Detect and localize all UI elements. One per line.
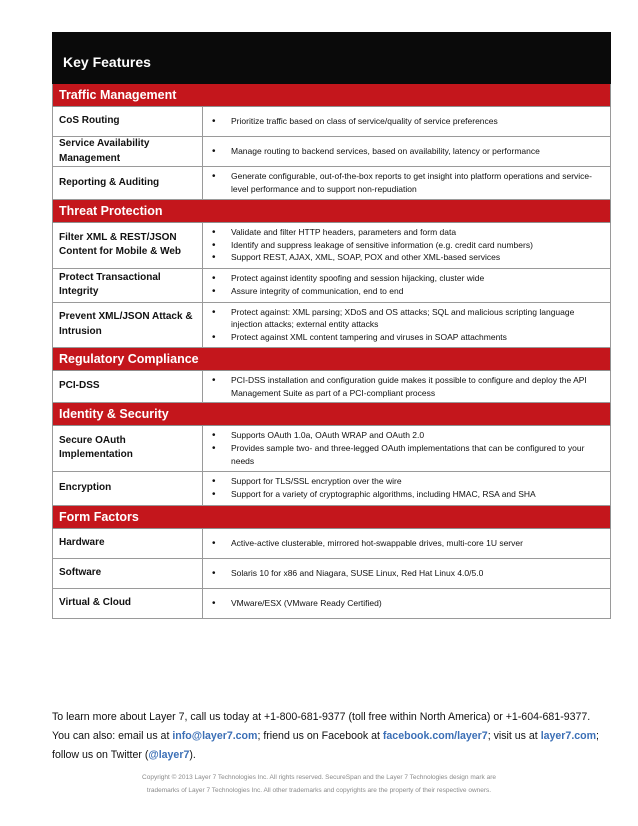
feature-description: [203, 426, 611, 471]
feature-row: [53, 471, 611, 505]
feature-row: [53, 137, 611, 167]
feature-name: Secure OAuth Implementation: [53, 426, 203, 471]
feature-bullet-list: [209, 374, 604, 400]
section-header-row: [53, 347, 611, 370]
feature-bullet-list: [209, 115, 604, 128]
feature-description: [203, 137, 611, 167]
feature-bullet: • Support for TLS/SSL encryption over the wire: [209, 475, 604, 488]
section-header-row: [53, 505, 611, 528]
section-header-row: [53, 84, 611, 107]
feature-row: [53, 107, 611, 137]
copyright-line: Copyright © 2013 Layer 7 Technologies Inc. All rights reserved. SecureSpan and the Layer 7 Technologies design mark are: [142, 774, 496, 781]
feature-bullet-list: [209, 567, 604, 580]
feature-name: Encryption: [53, 471, 203, 505]
feature-description: [203, 268, 611, 302]
feature-name: Filter XML & REST/JSON Content for Mobile & Web: [53, 222, 203, 268]
section-heading: Threat Protection: [53, 199, 611, 222]
key-features-table: [52, 32, 611, 619]
feature-description: [203, 471, 611, 505]
feature-description: [203, 558, 611, 588]
feature-bullet: • Identify and suppress leakage of sensitive information (e.g. credit card numbers): [209, 239, 604, 252]
feature-row: [53, 588, 611, 618]
table-title: Key Features: [53, 33, 611, 84]
feature-name: Reporting & Auditing: [53, 167, 203, 200]
feature-name: Protect Transactional Integrity: [53, 268, 203, 302]
feature-bullet-list: [209, 272, 604, 298]
feature-row: [53, 370, 611, 403]
feature-bullet: • Generate configurable, out-of-the-box reports to get insight into platform operations and service-level performance and to support non-repudiation: [209, 170, 604, 196]
feature-bullet: • Support for a variety of cryptographic algorithms, including HMAC, RSA and SHA: [209, 488, 604, 501]
section-heading: Form Factors: [53, 505, 611, 528]
section-heading: Identity & Security: [53, 403, 611, 426]
feature-name: Software: [53, 558, 203, 588]
facebook-link[interactable]: facebook.com/layer7: [382, 730, 488, 742]
feature-bullet-list: [209, 429, 604, 467]
contact-footer: [52, 708, 622, 765]
feature-row: [53, 558, 611, 588]
feature-description: [203, 167, 611, 200]
contact-line-twitter: follow us on Twitter (@layer7).: [52, 749, 196, 761]
section-header-row: [53, 199, 611, 222]
feature-row: [53, 426, 611, 471]
feature-bullet: • Provides sample two- and three-legged OAuth implementations that can be configured to your needs: [209, 442, 604, 468]
section-heading: Regulatory Compliance: [53, 347, 611, 370]
feature-name: CoS Routing: [53, 107, 203, 137]
feature-name: Service Availability Management: [53, 137, 203, 167]
feature-description: [203, 370, 611, 403]
feature-bullet: • Prioritize traffic based on class of service/quality of service preferences: [209, 115, 604, 128]
feature-bullet-list: [209, 597, 604, 610]
feature-name: Hardware: [53, 528, 203, 558]
feature-description: [203, 528, 611, 558]
feature-bullet-list: [209, 145, 604, 158]
feature-name: Virtual & Cloud: [53, 588, 203, 618]
twitter-link[interactable]: @layer7: [148, 749, 190, 761]
feature-bullet-list: [209, 226, 604, 264]
feature-name: Prevent XML/JSON Attack & Intrusion: [53, 302, 203, 347]
trademark-line: trademarks of Layer 7 Technologies Inc. All other trademarks and copyrights are the property of their respective owners.: [146, 787, 492, 794]
feature-bullet: • Active-active clusterable, mirrored hot-swappable drives, multi-core 1U server: [209, 537, 604, 550]
feature-bullet: • Assure integrity of communication, end to end: [209, 285, 604, 298]
feature-description: [203, 107, 611, 137]
feature-row: [53, 528, 611, 558]
feature-row: [53, 222, 611, 268]
feature-bullet-list: [209, 170, 604, 196]
feature-bullet: • Validate and filter HTTP headers, parameters and form data: [209, 226, 604, 239]
feature-bullet-list: [209, 475, 604, 501]
section-header-row: [53, 403, 611, 426]
feature-bullet: • Protect against XML content tampering and viruses in SOAP attachments: [209, 331, 604, 344]
copyright-notice: [0, 771, 638, 797]
feature-bullet-list: [209, 306, 604, 344]
feature-description: [203, 302, 611, 347]
feature-bullet: • Protect against identity spoofing and session hijacking, cluster wide: [209, 272, 604, 285]
feature-bullet: • Supports OAuth 1.0a, OAuth WRAP and OAuth 2.0: [209, 429, 604, 442]
contact-line-online: You can also: email us at info@layer7.com; friend us on Facebook at facebook.com/layer7; visit us at layer7.com;: [52, 730, 599, 742]
feature-description: [203, 588, 611, 618]
email-link[interactable]: info@layer7.com: [172, 730, 258, 742]
feature-bullet: • Protect against: XML parsing; XDoS and OS attacks; SQL and malicious scripting language injection attacks; external entity attacks: [209, 306, 604, 332]
feature-bullet: • PCI-DSS installation and configuration guide makes it possible to configure and deploy the API Management Suite as part of a PCI-compliant process: [209, 374, 604, 400]
feature-description: [203, 222, 611, 268]
feature-bullet: • Solaris 10 for x86 and Niagara, SUSE Linux, Red Hat Linux 4.0/5.0: [209, 567, 604, 580]
feature-name: PCI-DSS: [53, 370, 203, 403]
feature-bullet-list: [209, 537, 604, 550]
feature-row: [53, 302, 611, 347]
feature-row: [53, 268, 611, 302]
feature-row: [53, 167, 611, 200]
feature-bullet: • VMware/ESX (VMware Ready Certified): [209, 597, 604, 610]
title-row: [53, 33, 611, 84]
feature-bullet: • Manage routing to backend services, based on availability, latency or performance: [209, 145, 604, 158]
section-heading: Traffic Management: [53, 84, 611, 107]
contact-line-phone: To learn more about Layer 7, call us today at +1-800-681-9377 (toll free within North America) or +1-604-681-9377.: [52, 711, 591, 723]
website-link[interactable]: layer7.com: [540, 730, 597, 742]
feature-bullet: • Support REST, AJAX, XML, SOAP, POX and other XML-based services: [209, 251, 604, 264]
